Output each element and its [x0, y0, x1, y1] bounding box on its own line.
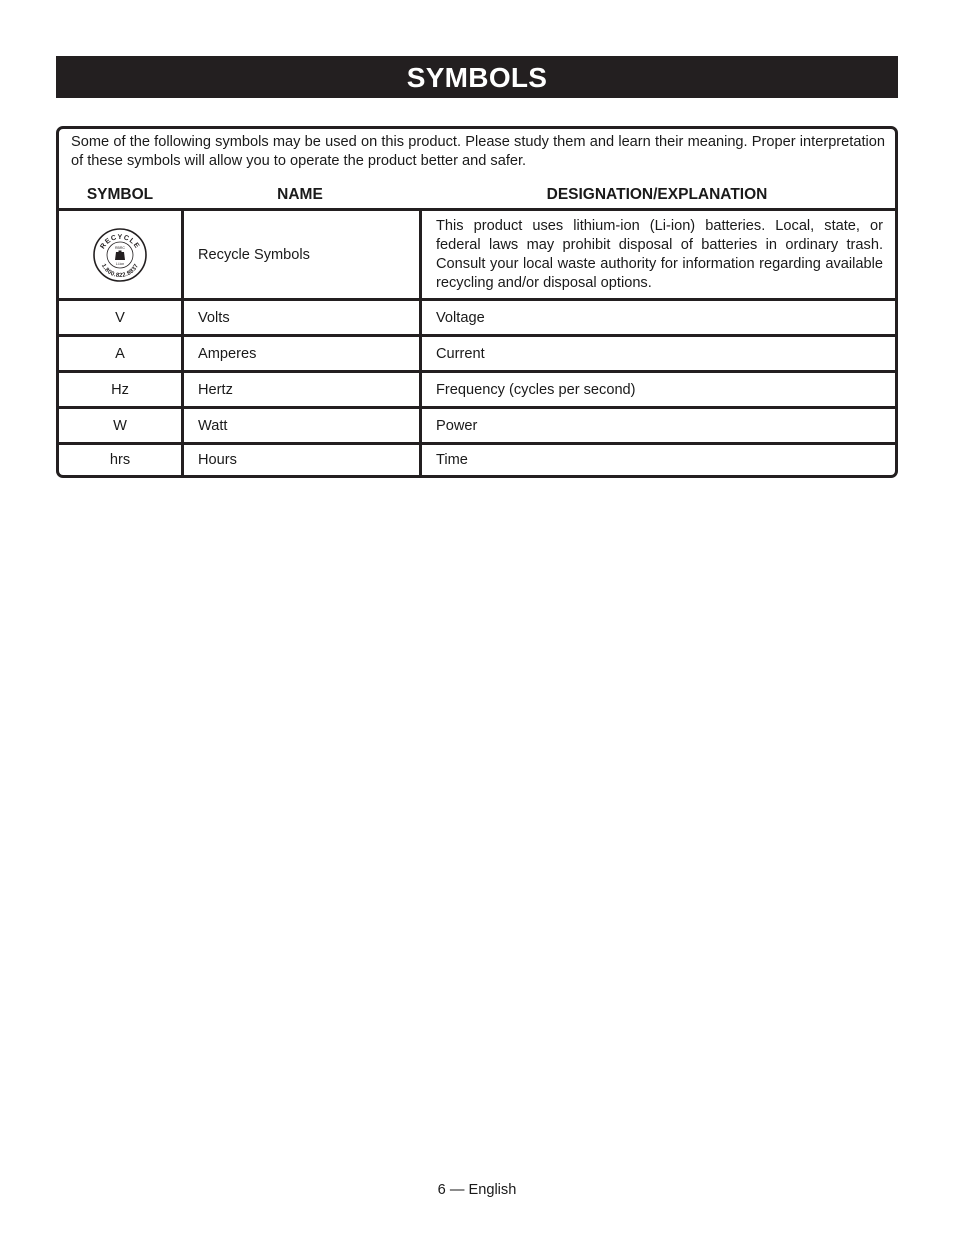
designation-cell: Current	[419, 337, 895, 370]
symbol-cell: W	[113, 417, 127, 434]
table-row	[59, 298, 895, 334]
designation-cell: Voltage	[419, 301, 895, 334]
column-header-symbol: SYMBOL	[86, 186, 154, 203]
intro-text: Some of the following symbols may be used on this product. Please study them and learn their meaning. Proper interpretation of these symbols will allow you to operate the product better and safer.	[71, 134, 885, 169]
battery-icon	[115, 252, 125, 260]
name-cell: Hertz	[181, 373, 419, 406]
symbol-cell: Hz	[111, 381, 129, 398]
page-footer: 6 — English	[437, 1182, 517, 1198]
name-cell: Hours	[181, 445, 419, 475]
table-row	[59, 442, 895, 475]
symbol-cell: A	[115, 345, 125, 362]
recycle-seal-org: RBRC	[115, 245, 125, 250]
recycle-seal-chem: Li-ion	[115, 261, 125, 266]
name-cell: Amperes	[181, 337, 419, 370]
name-cell: Watt	[181, 409, 419, 442]
symbol-cell	[59, 211, 181, 298]
table-row	[59, 334, 895, 370]
column-header-designation: DESIGNATION/EXPLANATION	[546, 186, 768, 203]
page-title: SYMBOLS	[56, 56, 898, 98]
table-row	[59, 370, 895, 406]
name-cell: Recycle Symbols	[181, 211, 419, 298]
table-row	[59, 208, 895, 298]
designation-cell	[419, 211, 895, 298]
column-header-name: NAME	[277, 186, 323, 203]
recycle-seal-phone: 1.800.822.8837	[99, 262, 141, 279]
name-cell: Volts	[181, 301, 419, 334]
symbol-cell: V	[115, 309, 125, 326]
recycle-seal-icon	[92, 227, 148, 283]
table-row	[59, 406, 895, 442]
designation-text: This product uses lithium-ion (Li-ion) batteries. Local, state, or federal laws may prohibit disposal of batteries in ordinary trash. Consult your local waste authority for information regarding available recycling and/or disposal options.	[436, 217, 883, 291]
symbol-cell: hrs	[109, 452, 131, 468]
designation-cell: Frequency (cycles per second)	[419, 373, 895, 406]
designation-cell: Power	[419, 409, 895, 442]
symbols-table	[56, 126, 898, 478]
designation-cell: Time	[419, 445, 895, 475]
recycle-seal-top-text: RECYCLE	[99, 233, 141, 250]
